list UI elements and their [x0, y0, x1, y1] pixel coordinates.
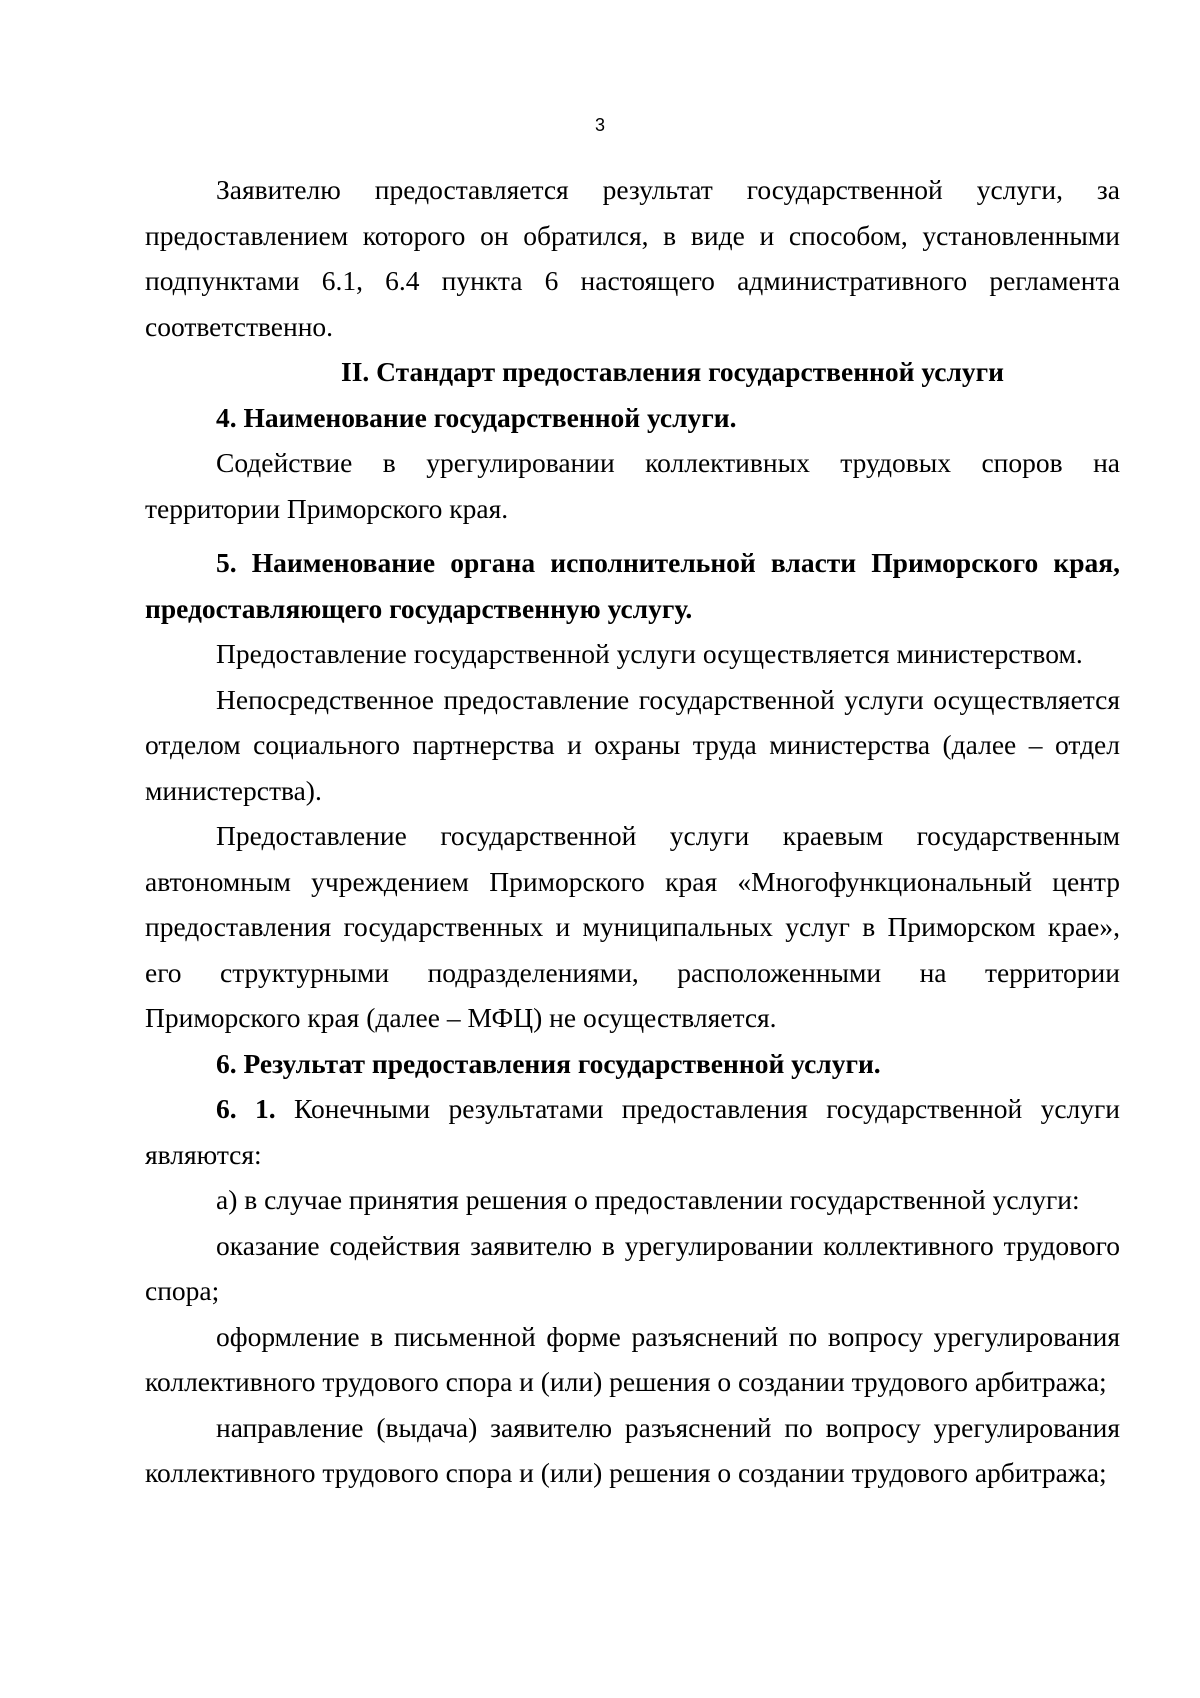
- paragraph-service-name: Содействие в урегулировании коллективных трудовых споров на территории Приморского края.: [145, 447, 1120, 524]
- clause-text: Конечными результатами предоставления государственной услуги являются:: [145, 1093, 1120, 1170]
- paragraph-case-a: а) в случае принятия решения о предоставлении государственной услуги:: [216, 1184, 1080, 1215]
- heading-result: 6. Результат предоставления государственной услуги.: [216, 1047, 881, 1079]
- heading-service-name: 4. Наименование государственной услуги.: [216, 401, 737, 433]
- paragraph-send-clarification: направление (выдача) заявителю разъяснений по вопросу урегулирования коллективного трудового спора и (или) решения о создании трудового арбитража;: [145, 1411, 1120, 1488]
- document-body: [145, 167, 1120, 1496]
- paragraph-assistance: оказание содействия заявителю в урегулировании коллективного трудового спора;: [145, 1229, 1120, 1306]
- paragraph-written-clarification: оформление в письменной форме разъяснений по вопросу урегулирования коллективного трудового спора и (или) решения о создании трудового арбитража;: [145, 1320, 1120, 1397]
- section-title-standard: II. Стандарт предоставления государственной услуги: [341, 356, 1004, 387]
- paragraph-final-results: [145, 1086, 1120, 1177]
- paragraph-result-provided: Заявителю предоставляется результат государственной услуги, за предоставлением которого он обратился, в виде и способом, установленными подпунктами 6.1, 6.4 пункта 6 настоящего административного регламента соответственно.: [145, 174, 1120, 342]
- paragraph-ministry: Предоставление государственной услуги осуществляется министерством.: [216, 638, 1083, 669]
- page-number: 3: [594, 115, 605, 135]
- paragraph-direct-provision: Непосредственное предоставление государственной услуги осуществляется отделом социального партнерства и охраны труда министерства (далее – отдел министерства).: [145, 683, 1120, 806]
- clause-number: 6. 1.: [216, 1093, 276, 1124]
- heading-authority: 5. Наименование органа исполнительной власти Приморского края, предоставляющего государственную услугу.: [145, 547, 1120, 624]
- paragraph-mfc: Предоставление государственной услуги краевым государственным автономным учреждением Приморского края «Многофункциональный центр предоставления государственных и муниципальных услуг в Приморском крае», его структурными подразделениями, расположенными на территории Приморского края (далее – МФЦ) не осуществляется.: [145, 820, 1120, 1033]
